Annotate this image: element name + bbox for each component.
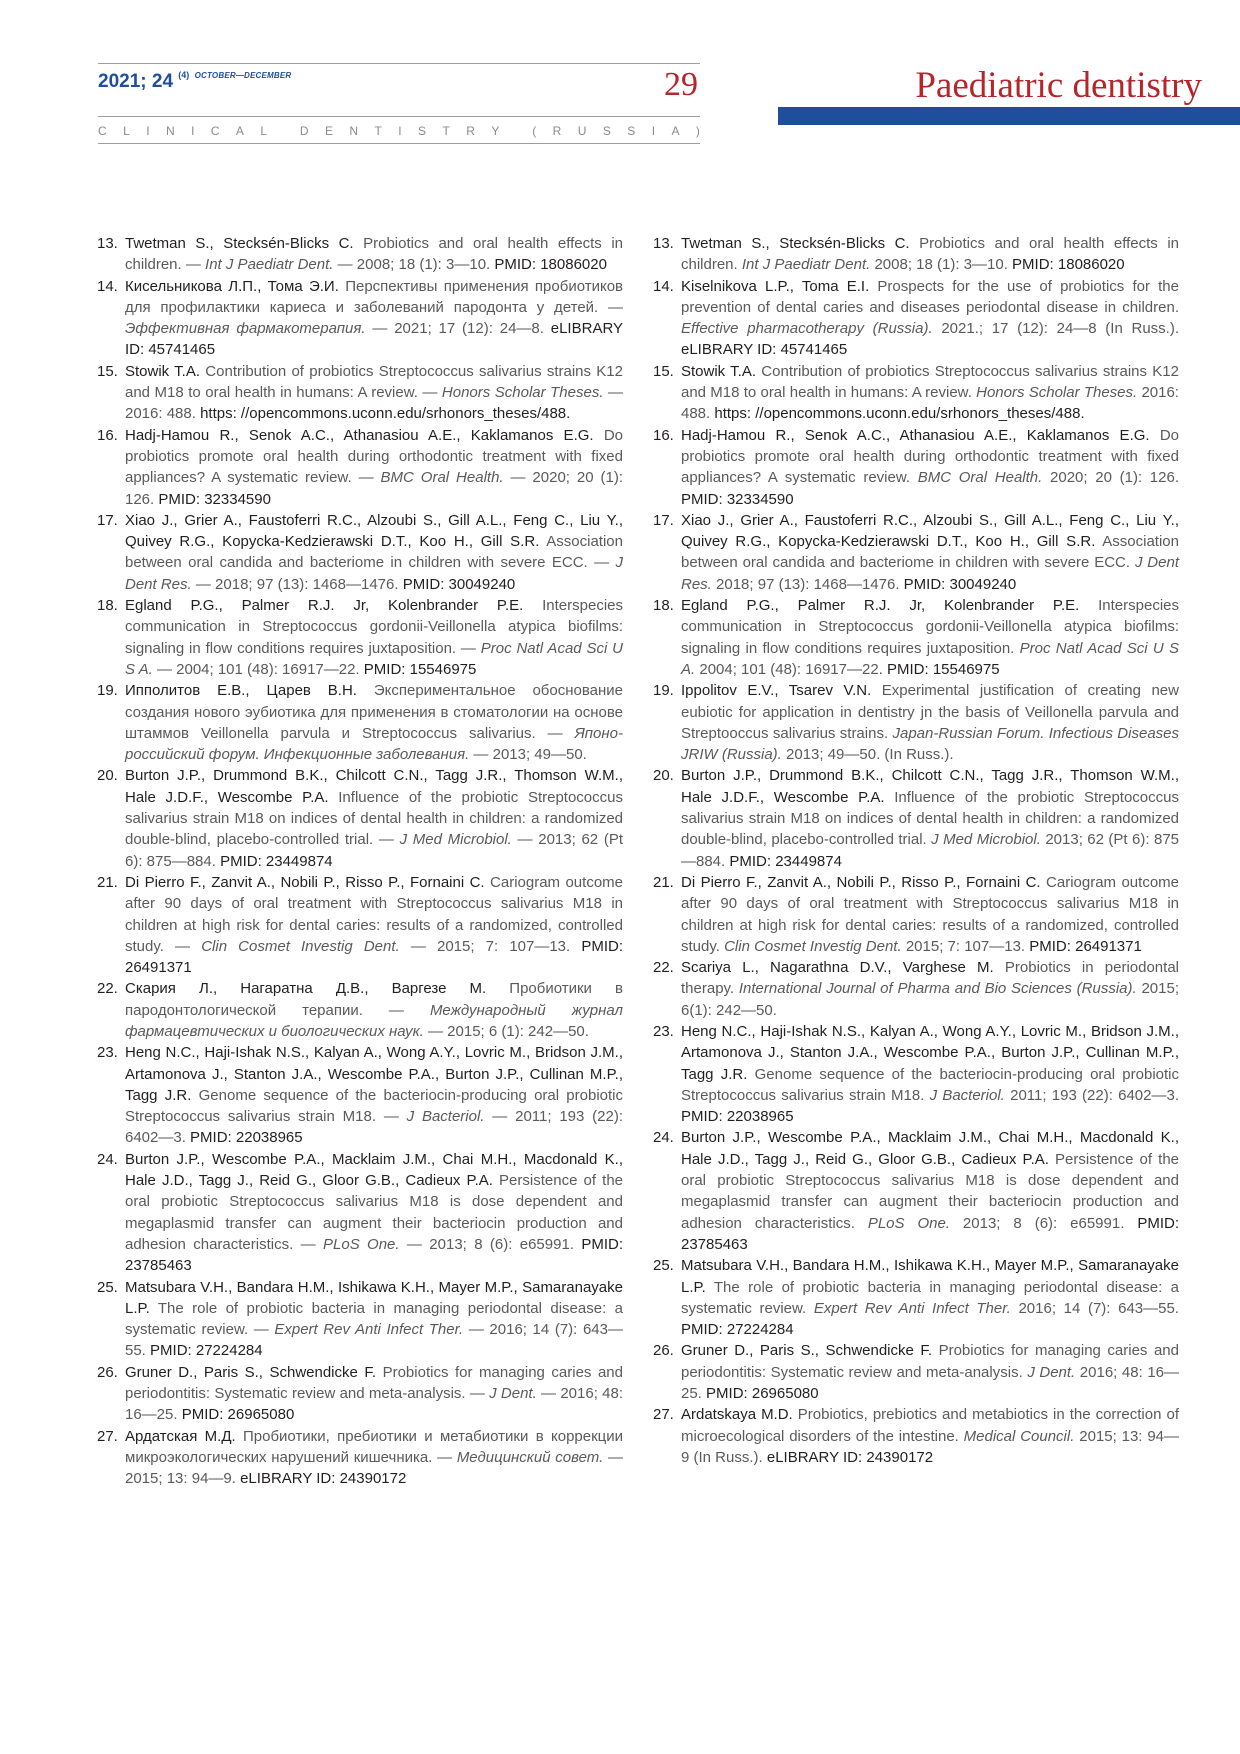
reference-title: The role of probiotic bacteria in managing periodontal disease: a systematic review. [681,1278,1179,1317]
reference-item [653,1340,1179,1404]
reference-identifier: PMID: 15546975 [887,660,1000,678]
reference-details: — 2016: 488. [125,384,624,423]
reference-source: J Dent. [489,1385,537,1403]
reference-title: Influence of the probiotic Streptococcus salivarius strain M18 on indices of dental health in children: a randomized double-blind, placebo-controlled trial. — [125,788,623,849]
reference-source: Медицинский совет. [456,1448,604,1466]
section-title: Paediatric dentistry [915,65,1202,106]
reference-source: BMC Oral Health. [917,469,1043,487]
reference-authors: Ипполитов Е.В., Царев В.Н. [125,682,357,700]
header-rule-middle [98,116,700,117]
reference-item [97,765,623,871]
reference-details: — 2015; 6 (1): 242—50. [423,1022,589,1040]
journal-name-letter: S [602,124,611,138]
reference-number: 19. [97,682,118,700]
reference-authors: Egland P.G., Palmer R.J. Jr, Kolenbrander P.E. [681,597,1080,615]
reference-item [97,1149,623,1277]
reference-details: — 2020; 20 (1): 126. [125,469,623,508]
reference-details: — 2015; 13: 94—9. [125,1448,623,1488]
journal-name-letter: Y [491,124,500,138]
journal-name-letter: ) [695,124,700,138]
journal-name-letter: S [627,124,636,138]
reference-identifier: eLIBRARY ID: 45741465 [125,320,624,359]
reference-title: Перспективы применения пробиотиков для профилактики кариеса и заболеваний пародонта у детей. — [125,277,624,316]
reference-identifier: PMID: 26965080 [181,1406,295,1424]
reference-source: J Dent. [1027,1363,1076,1381]
reference-details: 2021.; 17 (12): 24—8 (In Russ.). [932,320,1179,338]
reference-title: Probiotics and oral health effects in children. — [125,235,623,274]
reference-details: 2020; 20 (1): 126. [1042,469,1179,487]
reference-details: 2008; 18 (1): 3—10. [870,256,1013,274]
reference-details: 2015; 13: 94—9 (In Russ.). [681,1427,1180,1466]
reference-details: 2018; 97 (13): 1468—1476. [711,575,904,593]
reference-source: Clin Cosmet Investig Dent. [724,937,902,955]
reference-title: Probiotics for managing caries and periodontitis: Systematic review and meta-analysis. [681,1342,1179,1381]
reference-authors: Heng N.C., Haji-Ishak N.S., Kalyan A., Wong A.Y., Lovric M., Bridson J.M., Artamonova J., Stanton J.A., Wescombe P.A., Burton J.P., Cullinan M.P., Tagg J.R. [125,1044,623,1104]
reference-title: Probiotics in periodontal therapy. [681,959,1179,998]
reference-identifier: PMID: 23449874 [729,852,842,870]
reference-item [653,510,1179,595]
reference-source: Японо-российский форум. Инфекционные заболевания. [125,724,623,764]
reference-number: 26. [97,1363,118,1381]
reference-source: Honors Scholar Theses. [441,384,604,402]
reference-title: Experimental justification of creating new eubiotic for application in dentistry jn the basis of Veillonella parvula and Streptooccus salivarius strains. [681,682,1179,742]
reference-number: 23. [653,1022,674,1040]
reference-number: 22. [97,980,118,998]
reference-title: Contribution of probiotics Streptococcus salivarius strains K12 and M18 to oral health in humans: A review. — [125,362,623,402]
reference-number: 24. [97,1150,118,1168]
reference-item [97,1426,623,1490]
reference-identifier: PMID: 32334590 [158,490,271,508]
reference-number: 20. [653,767,674,785]
reference-number: 25. [653,1257,674,1275]
reference-identifier: eLIBRARY ID: 45741465 [681,341,848,359]
references-english-column [653,233,1179,1468]
reference-number: 14. [97,277,118,295]
reference-item [653,361,1179,425]
reference-title: Экспериментальное обоснование создания нового эубиотика для применения в стоматологии на основе штаммов Veillonella parvula и Streptococcus salivarius. — [125,682,623,742]
reference-authors: Twetman S., Stecksén-Blicks C. [681,235,910,252]
reference-source: Международный журнал фармацевтических и биологических наук. [125,1001,623,1040]
reference-identifier: PMID: 27224284 [681,1321,794,1339]
reference-item [97,1362,623,1426]
reference-authors: Xiao J., Grier A., Faustoferri R.C., Alzoubi S., Gill A.L., Feng C., Liu Y., Quivey R.G., Kopycka-Kedzierawski D.T., Koo H., Gill S.R. [125,511,623,551]
journal-name-letter: A [235,124,244,138]
reference-title: Cariogram outcome after 90 days of oral treatment with Streptococcus salivarius M18 in children at high risk for dental caries: results of a randomized, controlled study. [681,873,1180,955]
reference-source: J Med Microbiol. [931,831,1041,849]
journal-name-letter: I [191,124,195,138]
reference-identifier: https: //opencommons.uconn.edu/srhonors_theses/488. [200,405,571,423]
reference-identifier: PMID: 23449874 [220,852,333,870]
reference-authors: Hadj-Hamou R., Senok A.C., Athanasiou A.E., Kaklamanos E.G. [681,426,1150,444]
reference-identifier: PMID: 22038965 [190,1129,303,1147]
reference-details: — 2018; 97 (13): 1468—1476. [191,575,403,593]
reference-title: Contribution of probiotics Streptococcus salivarius strains K12 and M18 to oral health in humans: A review. [681,362,1179,402]
reference-authors: Scariya L., Nagarathna D.V., Varghese M. [681,959,994,977]
reference-authors: Ardatskaya M.D. [681,1406,793,1424]
reference-details: — 2016; 48: 16—25. [125,1385,623,1424]
reference-identifier: PMID: 23785463 [681,1214,1179,1253]
reference-number: 15. [97,362,118,380]
reference-number: 22. [653,959,674,977]
reference-item [97,361,623,425]
reference-source: BMC Oral Health. [380,469,504,487]
journal-name-letter: L [123,124,130,138]
reference-item [97,276,623,361]
reference-identifier: PMID: 26491371 [125,937,624,977]
reference-identifier: eLIBRARY ID: 24390172 [766,1448,934,1466]
reference-item [653,233,1179,276]
reference-number: 20. [97,767,118,785]
header-rule-top [98,63,700,64]
reference-title: The role of probiotic bacteria in managing periodontal disease: a systematic review. — [125,1299,623,1339]
journal-name-letter: R [466,124,475,138]
reference-number: 13. [653,235,674,252]
reference-item [97,510,623,595]
journal-name-letter: L [260,124,268,138]
reference-title: Interspecies communication in Streptococcus gordonii-Veillonella atypica biofilms: signaling in flow conditions requires juxtaposition. [681,597,1179,657]
reference-number: 16. [97,426,118,444]
issue-number: (4) [178,69,190,80]
reference-details: 2013; 49—50. (In Russ.). [781,746,954,764]
journal-name-letter: D [299,124,309,138]
reference-item [653,1255,1179,1340]
reference-title: Do probiotics promote oral health during orthodontic treatment with fixed appliances? A systematic review. — [125,426,623,487]
reference-title: Probiotics for managing caries and periodontitis: Systematic review and meta-analysis. — [125,1363,623,1403]
reference-details: — 2021; 17 (12): 24—8. [365,320,551,338]
reference-authors: Ардатская М.Д. [125,1427,236,1445]
reference-item [653,1127,1179,1255]
reference-authors: Di Pierro F., Zanvit A., Nobili P., Risso P., Fornaini C. [681,873,1041,891]
reference-authors: Matsubara V.H., Bandara H.M., Ishikawa K.H., Mayer M.P., Samaranayake L.P. [681,1257,1179,1296]
reference-title: Persistence of the oral probiotic Streptococcus salivarius M18 is dose dependent and megaplasmid transfer can augment their bacteriocin production and adhesion characteristics. [681,1150,1180,1232]
reference-details: — 2013; 8 (6): e65991. [399,1235,582,1253]
journal-name-letter: C [98,124,107,138]
page-number: 29 [664,66,698,103]
journal-name-letter: N [165,124,175,138]
reference-authors: Burton J.P., Wescombe P.A., Macklaim J.M., Chai M.H., Macdonald K., Hale J.D., Tagg J., Reid G., Gloor G.B., Cadieux P.A. [125,1150,623,1190]
reference-title: Пробиотики, пребиотики и метабиотики в коррекции микроэкологических нарушений кишечника. — [125,1427,624,1466]
reference-item [97,1277,623,1362]
reference-identifier: PMID: 26491371 [1029,937,1142,955]
reference-details: — 2015; 7: 107—13. [399,937,582,955]
reference-number: 24. [653,1129,674,1147]
reference-number: 17. [97,511,118,529]
reference-identifier: PMID: 32334590 [681,490,794,508]
journal-name-letter: ( [532,124,537,138]
reference-item [653,595,1179,680]
reference-title: Cariogram outcome after 90 days of oral treatment with Streptococcus salivarius M18 in children at high risk for dental caries: results of a randomized, controlled study. — [125,873,624,955]
reference-details: — 2013; 49—50. [469,746,587,764]
reference-source: J Dent Res. [125,554,623,593]
reference-identifier: PMID: 15546975 [363,660,477,678]
reference-title: Probiotics, prebiotics and metabiotics in the correction of microecological disorders of the intestine. [681,1406,1179,1445]
reference-item [653,1404,1179,1468]
reference-item [653,276,1179,361]
reference-source: PLoS One. [323,1235,400,1253]
reference-number: 16. [653,426,674,444]
references-russian-column [97,233,623,1490]
reference-authors: Twetman S., Stecksén-Blicks C. [125,235,354,252]
reference-title: Association between oral candida and bacteriome in children with severe ECC. — [125,533,623,572]
reference-title: Genome sequence of the bacteriocin-producing oral probiotic Streptococcus salivarius strain M18. [681,1065,1179,1104]
reference-details: 2016; 48: 16—25. [681,1363,1180,1403]
reference-source: Effective pharmacotherapy (Russia). [681,320,933,338]
reference-source: Honors Scholar Theses. [976,384,1138,402]
reference-number: 21. [97,873,118,891]
reference-item [653,765,1179,871]
reference-details: 2013; 8 (6): e65991. [949,1214,1138,1232]
reference-details: 2013; 62 (Pt 6): 875—884. [681,831,1180,870]
reference-number: 26. [653,1342,674,1360]
journal-name-letter: A [671,124,680,138]
reference-details: 2011; 193 (22): 6402—3. [1004,1086,1180,1104]
reference-authors: Кисельникова Л.П., Тома Э.И. [125,277,339,295]
reference-title: Association between oral candida and bacteriome in children with severe ECC. [681,533,1179,572]
reference-authors: Stowik T.A. [125,362,201,380]
reference-authors: Burton J.P., Drummond B.K., Chilcott C.N., Tagg J.R., Thomson W.M., Hale J.D.F., Wescombe P.A. [125,767,623,806]
reference-details: 2015; 6(1): 242—50. [681,980,1179,1019]
reference-title: Do probiotics promote oral health during orthodontic treatment with fixed appliances? A systematic review. [681,426,1179,487]
header-rule-bottom [98,143,700,144]
reference-source: Эффективная фармакотерапия. [125,320,366,338]
reference-details: — 2016; 14 (7): 643—55. [125,1321,623,1360]
reference-identifier: PMID: 30049240 [903,575,1017,593]
reference-source: Int J Paediatr Dent. [205,256,334,274]
reference-details: 2016: 488. [681,384,1179,423]
reference-item [97,872,623,978]
reference-number: 14. [653,277,674,295]
reference-title: Persistence of the oral probiotic Streptococcus salivarius M18 is dose dependent and megaplasmid transfer can augment their bacteriocin production and adhesion characteristics. — [125,1172,624,1253]
reference-item [653,957,1179,1021]
reference-item [97,233,623,276]
reference-source: Expert Rev Anti Infect Ther. [813,1299,1011,1317]
reference-item [653,680,1179,765]
reference-source: J Bacteriol. [929,1086,1005,1104]
reference-item [653,425,1179,510]
journal-name-letter: I [651,124,656,138]
reference-source: Expert Rev Anti Infect Ther. [274,1321,464,1339]
reference-source: J Dent Res. [681,554,1179,593]
reference-identifier: PMID: 22038965 [681,1108,794,1126]
reference-title: Genome sequence of the bacteriocin-producing oral probiotic Streptococcus salivarius strain M18. — [125,1086,623,1126]
reference-item [653,1021,1179,1127]
reference-number: 23. [97,1044,118,1062]
reference-authors: Xiao J., Grier A., Faustoferri R.C., Alzoubi S., Gill A.L., Feng C., Liu Y., Quivey R.G., Kopycka-Kedzierawski D.T., Koo H., Gill S.R. [681,511,1179,551]
reference-number: 15. [653,362,674,380]
reference-identifier: PMID: 18086020 [494,256,607,274]
reference-authors: Burton J.P., Drummond B.K., Chilcott C.N., Tagg J.R., Thomson W.M., Hale J.D.F., Wescombe P.A. [681,767,1179,806]
reference-source: Medical Council. [963,1427,1075,1445]
reference-title: Пробиотики в пародонтологической терапии. — [125,980,623,1019]
reference-authors: Ippolitov E.V., Tsarev V.N. [681,682,872,700]
journal-name-letter: T [442,124,450,138]
reference-title: Probiotics and oral health effects in children. [681,235,1179,274]
reference-details: — 2013; 62 (Pt 6): 875—884. [125,831,624,870]
reference-number: 19. [653,682,674,700]
journal-name [98,124,700,138]
reference-source: Proc Natl Acad Sci U S A. [681,639,1179,678]
reference-authors: Di Pierro F., Zanvit A., Nobili P., Risso P., Fornaini C. [125,873,485,891]
reference-details: 2016; 14 (7): 643—55. [1010,1299,1179,1317]
reference-identifier: PMID: 18086020 [1012,256,1125,274]
reference-item [97,1042,623,1148]
reference-title: Prospects for the use of probiotics for the prevention of dental caries and diseases periodontal disease in children. [681,277,1179,316]
reference-number: 13. [97,235,118,252]
reference-item [97,595,623,680]
reference-item [97,978,623,1042]
reference-number: 17. [653,511,674,529]
reference-authors: Matsubara V.H., Bandara H.M., Ishikawa K.H., Mayer M.P., Samaranayake L.P. [125,1278,623,1317]
reference-source: Int J Paediatr Dent. [741,256,871,274]
reference-number: 18. [97,597,118,615]
reference-item [97,680,623,765]
reference-identifier: PMID: 23785463 [125,1235,623,1275]
reference-item [97,425,623,510]
reference-number: 21. [653,873,674,891]
reference-authors: Скария Л., Нагаратна Д.В., Варгезе М. [125,980,487,998]
journal-name-letter: R [552,124,562,138]
reference-identifier: PMID: 30049240 [402,575,516,593]
reference-source: Proc Natl Acad Sci U S A. [125,639,623,678]
reference-authors: Burton J.P., Wescombe P.A., Macklaim J.M., Chai M.H., Macdonald K., Hale J.D., Tagg J., Reid G., Gloor G.B., Cadieux P.A. [681,1129,1179,1168]
issue-year-volume: 2021; 24 [98,71,174,92]
reference-identifier: PMID: 26965080 [706,1385,819,1403]
reference-number: 18. [653,597,674,615]
journal-name-letter: T [374,124,382,138]
reference-details: 2004; 101 (48): 16917—22. [695,660,887,678]
journal-name-letter: C [210,124,220,138]
reference-details: — 2004; 101 (48): 16917—22. [152,660,364,678]
section-accent-bar [778,107,1240,125]
journal-name-letter: S [418,124,427,138]
reference-authors: Heng N.C., Haji-Ishak N.S., Kalyan A., Wong A.Y., Lovric M., Bridson J.M., Artamonova J., Stanton J.A., Wescombe P.A., Burton J.P., Cullinan M.P., Tagg J.R. [681,1022,1179,1083]
reference-authors: Egland P.G., Palmer R.J. Jr, Kolenbrander P.E. [125,597,524,615]
reference-authors: Hadj-Hamou R., Senok A.C., Athanasiou A.E., Kaklamanos E.G. [125,426,594,444]
reference-identifier: https: //opencommons.uconn.edu/srhonors_theses/488. [714,405,1085,423]
issue-info [98,71,291,93]
reference-identifier: PMID: 27224284 [150,1342,263,1360]
journal-name-letter: I [146,124,150,138]
reference-number: 27. [97,1427,118,1445]
reference-source: Japan-Russian Forum. Infectious Diseases JRIW (Russia). [681,724,1179,764]
reference-authors: Stowik T.A. [681,362,757,380]
reference-source: J Med Microbiol. [399,831,512,849]
journal-name-letter: I [398,124,402,138]
reference-number: 25. [97,1278,118,1296]
reference-source: PLoS One. [867,1214,950,1232]
reference-authors: Gruner D., Paris S., Schwendicke F. [125,1363,377,1381]
reference-details: — 2011; 193 (22): 6402—3. [125,1108,624,1147]
reference-authors: Kiselnikova L.P., Toma E.I. [681,277,870,295]
reference-title: Influence of the probiotic Streptococcus salivarius strain M18 on indices of dental health in children: a randomized double-blind, placebo-controlled trial. [681,788,1179,849]
journal-name-letter: U [577,124,587,138]
journal-name-letter: N [349,124,359,138]
issue-period: OCTOBER—DECEMBER [194,71,292,80]
reference-number: 27. [653,1406,674,1424]
reference-authors: Gruner D., Paris S., Schwendicke F. [681,1342,933,1360]
reference-source: J Bacteriol. [406,1108,485,1126]
reference-item [653,872,1179,957]
journal-name-letter: E [324,124,333,138]
reference-identifier: eLIBRARY ID: 24390172 [240,1470,407,1488]
reference-title: Interspecies communication in Streptococcus gordonii-Veillonella atypica biofilms: signaling in flow conditions requires juxtaposition. — [125,597,623,657]
reference-details: 2015; 7: 107—13. [901,937,1030,955]
reference-details: — 2008; 18 (1): 3—10. [333,256,495,274]
reference-source: International Journal of Pharma and Bio Sciences (Russia). [738,980,1137,998]
reference-source: Clin Cosmet Investig Dent. [201,937,400,955]
